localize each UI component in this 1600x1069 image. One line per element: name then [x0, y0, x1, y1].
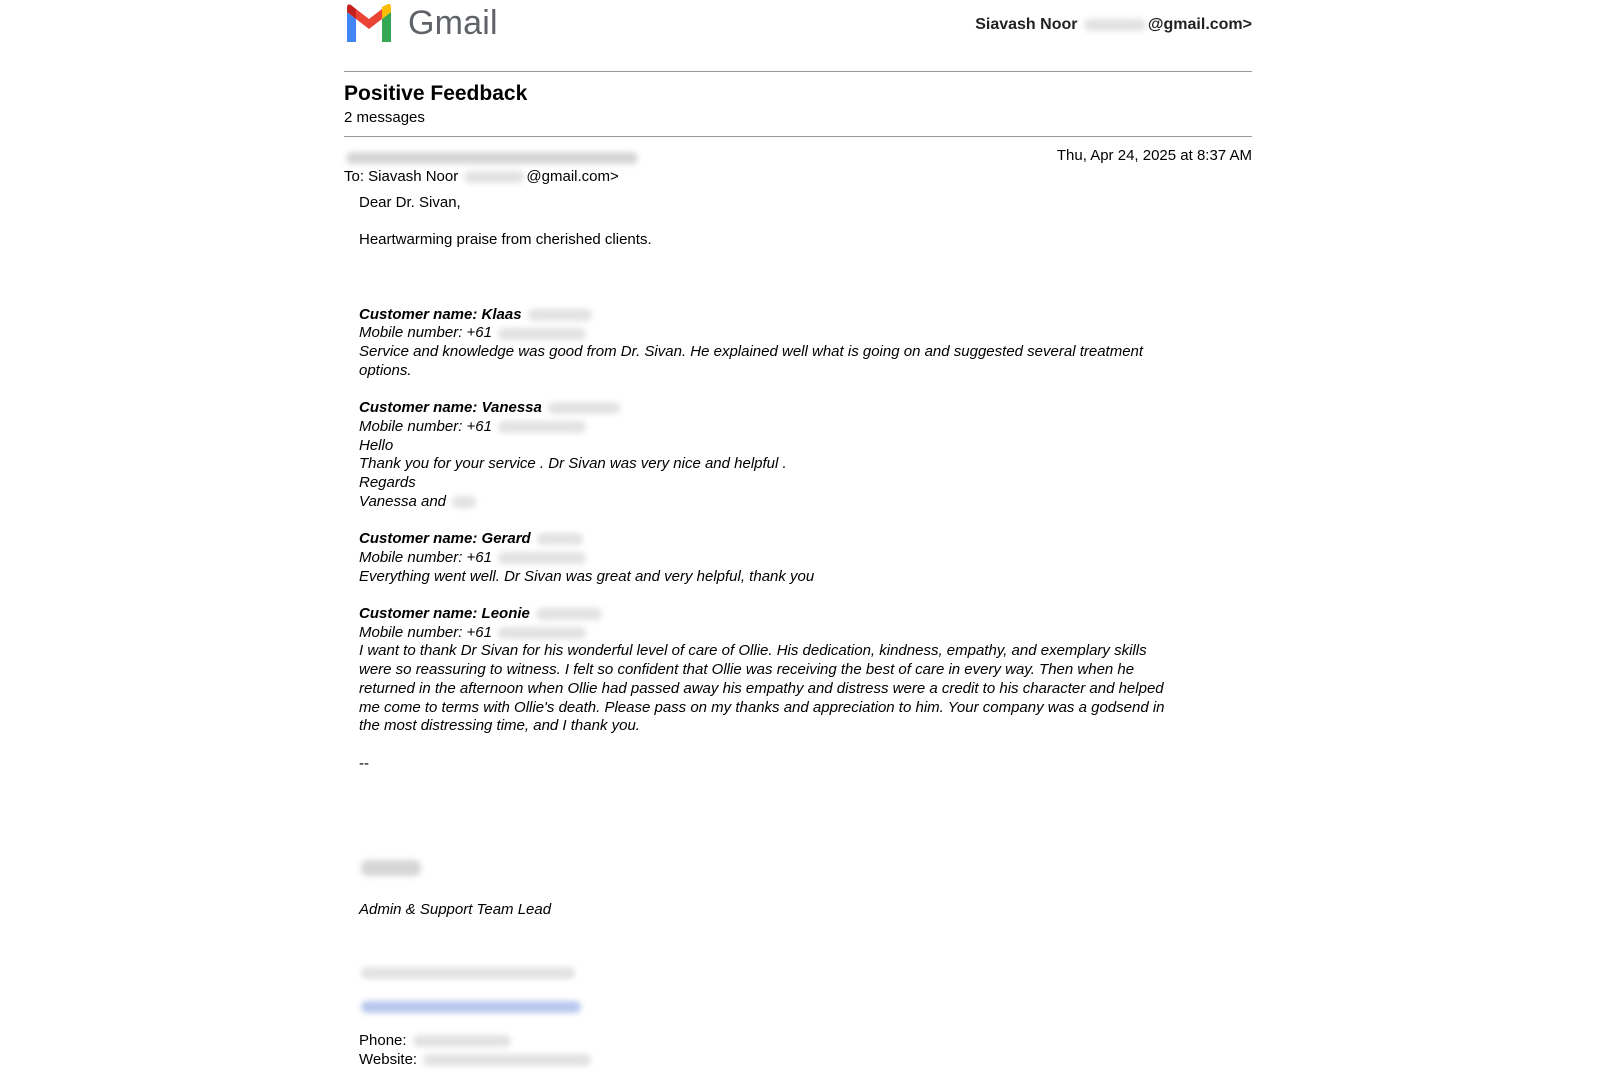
redacted-surname — [537, 533, 583, 545]
sender-redacted — [344, 149, 640, 166]
phone-label: Phone: — [359, 1032, 407, 1049]
mobile-number: Mobile number: +61 — [359, 324, 492, 342]
feedback-text: Regards — [359, 474, 416, 492]
redacted-name — [452, 496, 476, 508]
feedback-text: Thank you for your service . Dr Sivan was very nice and helpful . — [359, 455, 787, 473]
feedback-text: returned in the afternoon when Ollie had passed away his empathy and distress were a credit to his character and helped — [359, 679, 1164, 697]
redacted-company — [361, 967, 575, 979]
redacted-email — [1084, 19, 1146, 31]
feedback-text: were so reassuring to witness. I felt so confident that Ollie was receiving the best of care in every way. Then when he — [359, 661, 1135, 679]
customer-name: Customer name: Vanessa — [359, 399, 542, 417]
customer-name: Customer name: Leonie — [359, 604, 530, 622]
message-meta — [344, 137, 1252, 185]
mobile-number: Mobile number: +61 — [359, 623, 492, 641]
feedback-text: Everything went well. Dr Sivan was great and very helpful, thank you — [359, 567, 815, 585]
mobile-number: Mobile number: +61 — [359, 548, 492, 566]
signature-separator: -- — [359, 754, 369, 772]
to-label: To: Siavash Noor — [344, 168, 459, 185]
gmail-m-icon — [344, 4, 394, 42]
customer-name: Customer name: Klaas — [359, 305, 522, 323]
redacted-phone — [413, 1035, 511, 1047]
feedback-entry — [359, 399, 1252, 511]
feedback-entry — [359, 306, 1252, 381]
message-body — [344, 194, 1252, 1069]
thread-subject: Positive Feedback — [344, 82, 528, 105]
mobile-number: Mobile number: +61 — [359, 417, 492, 435]
feedback-text: Hello — [359, 436, 394, 454]
recipient-line — [344, 168, 619, 185]
email-print-page — [344, 0, 1252, 1069]
website-label: Website: — [359, 1050, 418, 1068]
redacted-phone — [498, 552, 586, 564]
redacted-sender — [346, 152, 638, 164]
redacted-surname — [548, 402, 620, 414]
account-identity — [975, 16, 1252, 34]
redacted-phone — [498, 627, 586, 639]
message-date: Thu, Apr 24, 2025 at 8:37 AM — [1056, 147, 1252, 164]
feedback-entry — [359, 530, 1252, 586]
gmail-logo[interactable] — [344, 3, 498, 43]
greeting: Dear Dr. Sivan, — [359, 194, 461, 211]
redacted-recipient — [464, 171, 524, 183]
to-email-suffix: @gmail.com> — [526, 168, 619, 185]
redacted-signer-name — [361, 860, 421, 876]
feedback-closing: Vanessa and — [359, 492, 447, 510]
message-count: 2 messages — [344, 109, 425, 126]
account-name: Siavash Noor — [975, 16, 1078, 33]
feedback-text: options. — [359, 361, 412, 379]
redacted-surname — [536, 608, 602, 620]
redacted-website[interactable] — [423, 1054, 591, 1066]
feedback-entry — [359, 605, 1252, 736]
feedback-text: me come to terms with Ollie's death. Please pass on my thanks and appreciation to him. Your company was a godsend in — [359, 698, 1165, 716]
feedback-text: the most distressing time, and I thank you. — [359, 717, 640, 735]
feedback-text: I want to thank Dr Sivan for his wonderful level of care of Ollie. His dedication, kindness, empathy, and exemplary skills — [359, 642, 1147, 660]
gmail-wordmark: Gmail — [408, 4, 498, 42]
account-email-suffix: @gmail.com> — [1147, 16, 1252, 33]
redacted-phone — [498, 328, 586, 340]
redacted-surname — [528, 309, 592, 321]
signature — [359, 859, 1252, 1069]
thread-header — [344, 72, 1252, 137]
redacted-phone — [498, 421, 586, 433]
customer-name: Customer name: Gerard — [359, 530, 531, 548]
feedback-text: Service and knowledge was good from Dr. Sivan. He explained well what is going on and suggested several treatment — [359, 343, 1144, 361]
header — [344, 0, 1252, 72]
redacted-email-link[interactable] — [361, 1001, 581, 1013]
intro-line: Heartwarming praise from cherished clients. — [359, 231, 652, 249]
signature-title: Admin & Support Team Lead — [359, 901, 552, 919]
